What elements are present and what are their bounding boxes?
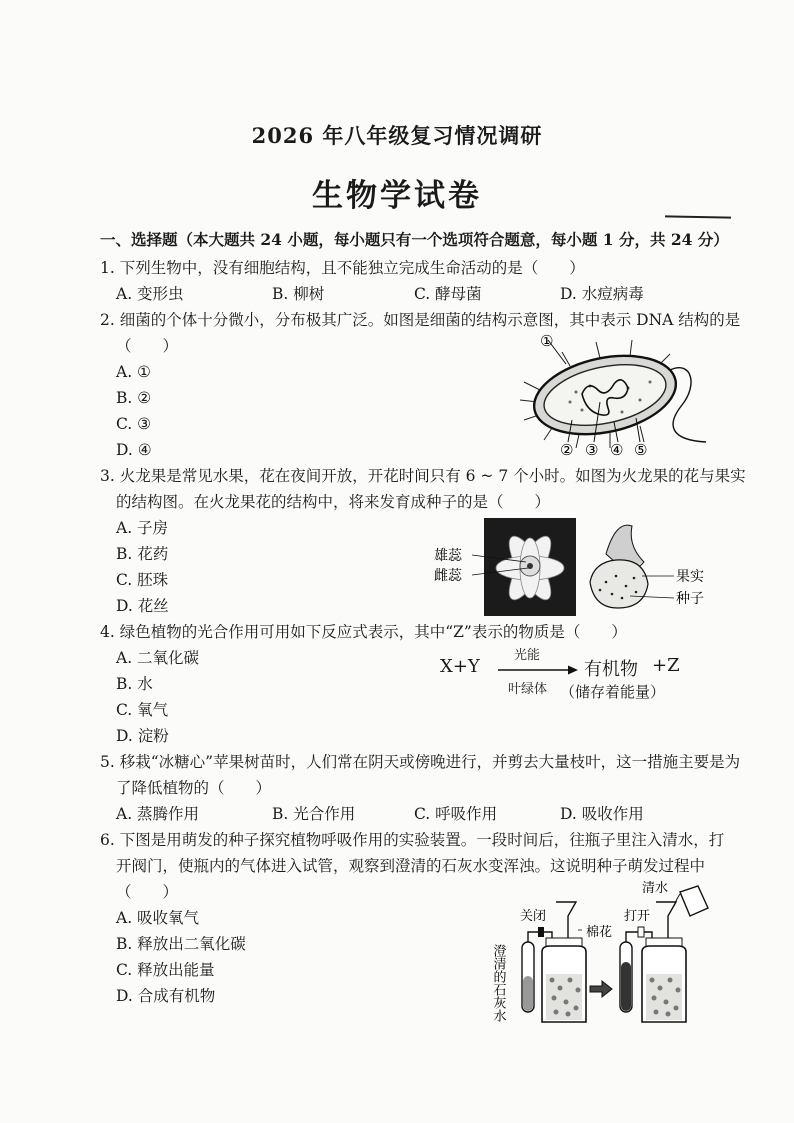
water-beaker-icon	[674, 886, 708, 916]
question-1-option-d[interactable]: D. 水痘病毒	[560, 285, 644, 303]
equation-reactants: X+Y	[440, 656, 480, 677]
bacteria-label-2: ②	[560, 441, 574, 459]
question-2-stem-line-1: 2. 细菌的个体十分微小，分布极其广泛。如图是细菌的结构示意图，其中表示 DNA 结构的是	[100, 311, 741, 329]
question-3-stem-line-2: 的结构图。在火龙果花的结构中，将来发育成种子的是（ ）	[116, 493, 551, 511]
flower-label-stamen: 雄蕊	[434, 548, 462, 564]
question-3-option-c[interactable]: C. 胚珠	[116, 571, 169, 589]
question-5-option-a[interactable]: A. 蒸腾作用	[116, 805, 200, 823]
question-3-option-d[interactable]: D. 花丝	[116, 597, 169, 615]
pitaya-flower-fruit-figure	[430, 512, 720, 622]
question-4-stem: 4. 绿色植物的光合作用可用如下反应式表示，其中“Z”表示的物质是（ ）	[100, 623, 627, 641]
question-2-stem-line-2: （ ）	[116, 337, 179, 355]
question-1-stem: 1. 下列生物中，没有细胞结构，且不能独立完成生命活动的是（ ）	[100, 259, 585, 277]
question-5-option-d[interactable]: D. 吸收作用	[560, 805, 644, 823]
fruit-label-fruit: 果实	[676, 569, 704, 585]
test-tube-left-icon	[522, 942, 534, 1012]
score-underline	[665, 215, 731, 218]
respiration-experiment-figure	[490, 880, 720, 1030]
bacteria-structure-figure	[510, 330, 725, 460]
process-arrow-icon	[590, 981, 612, 997]
bacteria-label-3: ③	[585, 441, 599, 459]
question-1-option-b[interactable]: B. 柳树	[272, 285, 325, 303]
question-6-stem-line-2: 开阀门，使瓶内的气体进入试管，观察到澄清的石灰水变浑浊。这说明种子萌发过程中	[116, 857, 706, 875]
question-5-stem-line-2: 了降低植物的（ ）	[116, 779, 272, 797]
question-5-option-b[interactable]: B. 光合作用	[272, 805, 356, 823]
pitaya-fruit-drawing	[590, 525, 648, 608]
reaction-arrow-icon	[496, 664, 580, 676]
fruit-label-seed: 种子	[676, 591, 704, 607]
question-6-option-a[interactable]: A. 吸收氧气	[116, 909, 200, 927]
seed-jar-right-icon	[642, 938, 686, 1022]
equation-condition-chloroplast: 叶绿体	[508, 682, 548, 697]
question-4-option-a[interactable]: A. 二氧化碳	[116, 649, 200, 667]
exam-subtitle: 生物学试卷	[312, 178, 482, 214]
equation-product: 有机物	[584, 659, 638, 680]
label-limewater: 澄清的石灰水	[490, 944, 506, 1022]
label-closed: 关闭	[520, 909, 547, 924]
bacteria-label-1: ①	[540, 332, 554, 350]
question-3-option-b[interactable]: B. 花药	[116, 545, 169, 563]
question-5-option-c[interactable]: C. 呼吸作用	[414, 805, 498, 823]
question-6-option-d[interactable]: D. 合成有机物	[116, 987, 216, 1005]
question-1-option-a[interactable]: A. 变形虫	[116, 285, 184, 303]
question-2-option-a[interactable]: A. ①	[116, 363, 151, 381]
bacteria-label-4: ④	[610, 441, 624, 459]
question-4-option-c[interactable]: C. 氧气	[116, 701, 169, 719]
section-header: 一、选择题（本大题共 24 小题，每小题只有一个选项符合题意，每小题 1 分，共 24 分）	[100, 230, 729, 249]
question-6-option-b[interactable]: B. 释放出二氧化碳	[116, 935, 246, 953]
question-2-option-c[interactable]: C. ③	[116, 415, 152, 433]
label-water: 清水	[642, 881, 669, 896]
flower-label-pistil: 雌蕊	[434, 568, 462, 584]
label-open: 打开	[624, 909, 651, 924]
seed-jar-left-icon	[542, 938, 586, 1022]
test-tube-right-icon	[620, 942, 632, 1012]
question-2-option-d[interactable]: D. ④	[116, 441, 152, 459]
question-3-option-a[interactable]: A. 子房	[116, 519, 169, 537]
label-cotton: 棉花	[586, 925, 613, 940]
question-6-stem-line-1: 6. 下图是用萌发的种子探究植物呼吸作用的实验装置。一段时间后，往瓶子里注入清水，打	[100, 831, 725, 849]
question-4-option-b[interactable]: B. 水	[116, 675, 153, 693]
question-2-option-b[interactable]: B. ②	[116, 389, 152, 407]
question-4-option-d[interactable]: D. 淀粉	[116, 727, 169, 745]
question-6-stem-line-3: （ ）	[116, 883, 179, 901]
bacteria-label-5: ⑤	[634, 441, 648, 459]
exam-title: 2026 年八年级复习情况调研	[251, 123, 543, 148]
question-1-option-c[interactable]: C. 酵母菌	[414, 285, 482, 303]
equation-energy-note: （储存着能量）	[560, 683, 666, 701]
question-3-stem-line-1: 3. 火龙果是常见水果，花在夜间开放，开花时间只有 6 ~ 7 个小时。如图为火龙果的花与果实	[100, 467, 746, 485]
question-6-option-c[interactable]: C. 释放出能量	[116, 961, 215, 979]
bacteria-cell-icon	[520, 340, 706, 448]
question-5-stem-line-1: 5. 移栽“冰糖心”苹果树苗时，人们常在阴天或傍晚进行，并剪去大量枝叶，这一措施主要是为	[100, 753, 741, 771]
equation-condition-light: 光能	[514, 648, 541, 663]
pitaya-flower-photo	[484, 518, 576, 616]
equation-z: +Z	[652, 655, 680, 676]
